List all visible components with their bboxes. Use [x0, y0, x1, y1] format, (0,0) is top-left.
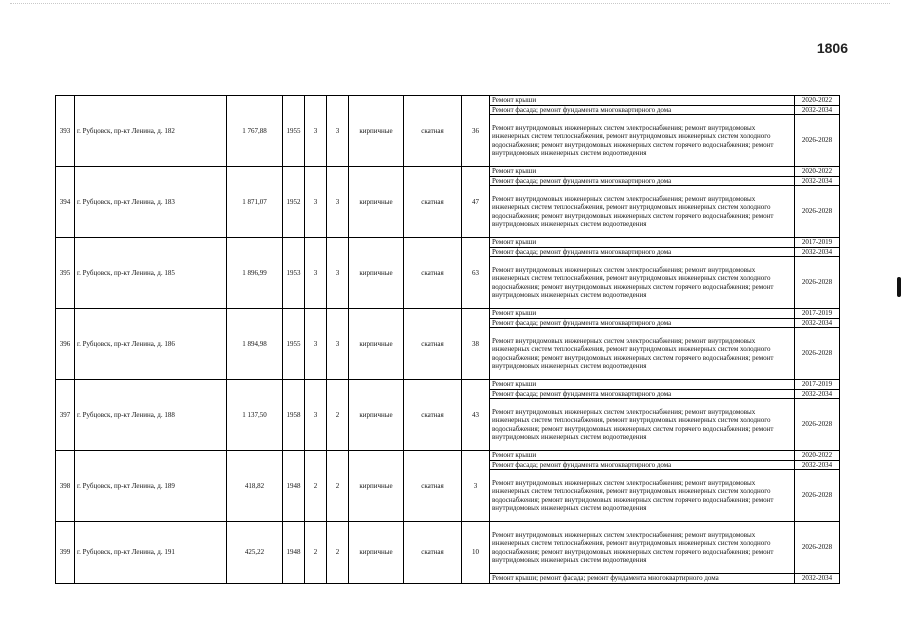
roof-type-cell: скатная [404, 96, 462, 167]
entrances-cell: 2 [327, 522, 349, 584]
wall-material-cell: кирпичные [349, 380, 404, 451]
roof-type-cell: скатная [404, 522, 462, 584]
address-cell: г. Рубцовск, пр-кт Ленина, д. 186 [75, 309, 227, 380]
entrances-cell: 3 [327, 309, 349, 380]
floors-cell: 3 [305, 380, 327, 451]
address-cell: г. Рубцовск, пр-кт Ленина, д. 188 [75, 380, 227, 451]
row-number: 399 [56, 522, 75, 584]
entrances-cell: 3 [327, 96, 349, 167]
floors-cell: 2 [305, 522, 327, 584]
wall-material-cell: кирпичные [349, 451, 404, 522]
floors-cell: 3 [305, 238, 327, 309]
work-description-cell: Ремонт внутридомовых инженерных систем электроснабжения; ремонт внутридомовых инженерных систем теплоснабжения, ремонт внутридомовых инженерных систем холодного водоснабжения; ремонт внутридомовых инженерных систем горячего водоснабжения; ремонт внутридомовых инженерных систем водоотведения [490, 186, 795, 238]
work-period-cell: 2020-2022 [795, 167, 840, 177]
entrances-cell: 3 [327, 238, 349, 309]
work-period-cell: 2032-2034 [795, 574, 840, 584]
table-row [56, 96, 840, 106]
address-cell: г. Рубцовск, пр-кт Ленина, д. 182 [75, 96, 227, 167]
work-description-cell: Ремонт внутридомовых инженерных систем электроснабжения; ремонт внутридомовых инженерных систем теплоснабжения, ремонт внутридомовых инженерных систем холодного водоснабжения; ремонт внутридомовых инженерных систем горячего водоснабжения; ремонт внутридомовых инженерных систем водоотведения [490, 328, 795, 380]
table-row [56, 167, 840, 177]
work-period-cell: 2032-2034 [795, 176, 840, 186]
work-period-cell: 2032-2034 [795, 389, 840, 399]
work-period-cell: 2017-2019 [795, 238, 840, 248]
work-period-cell: 2026-2028 [795, 470, 840, 522]
area-cell: 1 894,98 [227, 309, 283, 380]
work-period-cell: 2026-2028 [795, 115, 840, 167]
work-description-cell: Ремонт крыши [490, 238, 795, 248]
wall-material-cell: кирпичные [349, 167, 404, 238]
residents-cell: 38 [462, 309, 490, 380]
scan-artifact-line [10, 3, 890, 7]
area-cell: 425,22 [227, 522, 283, 584]
wall-material-cell: кирпичные [349, 522, 404, 584]
residents-cell: 36 [462, 96, 490, 167]
address-cell: г. Рубцовск, пр-кт Ленина, д. 185 [75, 238, 227, 309]
page-number: 1806 [816, 40, 848, 56]
roof-type-cell: скатная [404, 238, 462, 309]
residents-cell: 3 [462, 451, 490, 522]
work-period-cell: 2026-2028 [795, 522, 840, 574]
residents-cell: 63 [462, 238, 490, 309]
row-number: 397 [56, 380, 75, 451]
table-row [56, 522, 840, 574]
roof-type-cell: скатная [404, 167, 462, 238]
wall-material-cell: кирпичные [349, 96, 404, 167]
entrances-cell: 2 [327, 380, 349, 451]
work-period-cell: 2032-2034 [795, 105, 840, 115]
work-description-cell: Ремонт фасада; ремонт фундамента многоквартирного дома [490, 176, 795, 186]
row-number: 395 [56, 238, 75, 309]
year-cell: 1948 [283, 522, 305, 584]
work-description-cell: Ремонт фасада; ремонт фундамента многоквартирного дома [490, 105, 795, 115]
wall-material-cell: кирпичные [349, 309, 404, 380]
table-row [56, 238, 840, 248]
work-period-cell: 2026-2028 [795, 328, 840, 380]
year-cell: 1955 [283, 96, 305, 167]
work-description-cell: Ремонт фасада; ремонт фундамента многоквартирного дома [490, 247, 795, 257]
area-cell: 1 767,88 [227, 96, 283, 167]
work-period-cell: 2017-2019 [795, 309, 840, 319]
table-row [56, 380, 840, 390]
roof-type-cell: скатная [404, 380, 462, 451]
work-period-cell: 2017-2019 [795, 380, 840, 390]
work-period-cell: 2026-2028 [795, 399, 840, 451]
work-description-cell: Ремонт внутридомовых инженерных систем электроснабжения; ремонт внутридомовых инженерных систем теплоснабжения, ремонт внутридомовых инженерных систем холодного водоснабжения; ремонт внутридомовых инженерных систем горячего водоснабжения; ремонт внутридомовых инженерных систем водоотведения [490, 115, 795, 167]
residents-cell: 10 [462, 522, 490, 584]
year-cell: 1955 [283, 309, 305, 380]
work-description-cell: Ремонт крыши [490, 96, 795, 106]
area-cell: 1 871,07 [227, 167, 283, 238]
floors-cell: 2 [305, 451, 327, 522]
row-number: 396 [56, 309, 75, 380]
work-period-cell: 2020-2022 [795, 96, 840, 106]
floors-cell: 3 [305, 167, 327, 238]
registry-body [56, 96, 840, 584]
work-description-cell: Ремонт внутридомовых инженерных систем электроснабжения; ремонт внутридомовых инженерных систем теплоснабжения, ремонт внутридомовых инженерных систем холодного водоснабжения; ремонт внутридомовых инженерных систем горячего водоснабжения; ремонт внутридомовых инженерных систем водоотведения [490, 470, 795, 522]
row-number: 398 [56, 451, 75, 522]
address-cell: г. Рубцовск, пр-кт Ленина, д. 183 [75, 167, 227, 238]
work-description-cell: Ремонт крыши [490, 451, 795, 461]
work-period-cell: 2032-2034 [795, 460, 840, 470]
work-description-cell: Ремонт крыши [490, 167, 795, 177]
work-period-cell: 2032-2034 [795, 318, 840, 328]
year-cell: 1952 [283, 167, 305, 238]
table-row [56, 451, 840, 461]
housing-registry-table [55, 95, 840, 584]
wall-material-cell: кирпичные [349, 238, 404, 309]
area-cell: 418,82 [227, 451, 283, 522]
address-cell: г. Рубцовск, пр-кт Ленина, д. 191 [75, 522, 227, 584]
entrances-cell: 2 [327, 451, 349, 522]
roof-type-cell: скатная [404, 309, 462, 380]
entrances-cell: 3 [327, 167, 349, 238]
work-description-cell: Ремонт внутридомовых инженерных систем электроснабжения; ремонт внутридомовых инженерных систем теплоснабжения, ремонт внутридомовых инженерных систем холодного водоснабжения; ремонт внутридомовых инженерных систем горячего водоснабжения; ремонт внутридомовых инженерных систем водоотведения [490, 399, 795, 451]
floors-cell: 3 [305, 96, 327, 167]
work-period-cell: 2020-2022 [795, 451, 840, 461]
work-description-cell: Ремонт внутридомовых инженерных систем электроснабжения; ремонт внутридомовых инженерных систем теплоснабжения, ремонт внутридомовых инженерных систем холодного водоснабжения; ремонт внутридомовых инженерных систем горячего водоснабжения; ремонт внутридомовых инженерных систем водоотведения [490, 522, 795, 574]
work-description-cell: Ремонт фасада; ремонт фундамента многоквартирного дома [490, 389, 795, 399]
work-description-cell: Ремонт фасада; ремонт фундамента многоквартирного дома [490, 460, 795, 470]
scan-edge-mark [897, 277, 901, 297]
year-cell: 1953 [283, 238, 305, 309]
table-row [56, 309, 840, 319]
row-number: 394 [56, 167, 75, 238]
address-cell: г. Рубцовск, пр-кт Ленина, д. 189 [75, 451, 227, 522]
work-description-cell: Ремонт внутридомовых инженерных систем электроснабжения; ремонт внутридомовых инженерных систем теплоснабжения, ремонт внутридомовых инженерных систем холодного водоснабжения; ремонт внутридомовых инженерных систем горячего водоснабжения; ремонт внутридомовых инженерных систем водоотведения [490, 257, 795, 309]
work-description-cell: Ремонт крыши; ремонт фасада; ремонт фундамента многоквартирного дома [490, 574, 795, 584]
roof-type-cell: скатная [404, 451, 462, 522]
work-description-cell: Ремонт крыши [490, 380, 795, 390]
floors-cell: 3 [305, 309, 327, 380]
area-cell: 1 137,50 [227, 380, 283, 451]
work-period-cell: 2026-2028 [795, 186, 840, 238]
work-description-cell: Ремонт крыши [490, 309, 795, 319]
area-cell: 1 896,99 [227, 238, 283, 309]
row-number: 393 [56, 96, 75, 167]
year-cell: 1958 [283, 380, 305, 451]
year-cell: 1948 [283, 451, 305, 522]
residents-cell: 43 [462, 380, 490, 451]
residents-cell: 47 [462, 167, 490, 238]
work-description-cell: Ремонт фасада; ремонт фундамента многоквартирного дома [490, 318, 795, 328]
work-period-cell: 2026-2028 [795, 257, 840, 309]
work-period-cell: 2032-2034 [795, 247, 840, 257]
